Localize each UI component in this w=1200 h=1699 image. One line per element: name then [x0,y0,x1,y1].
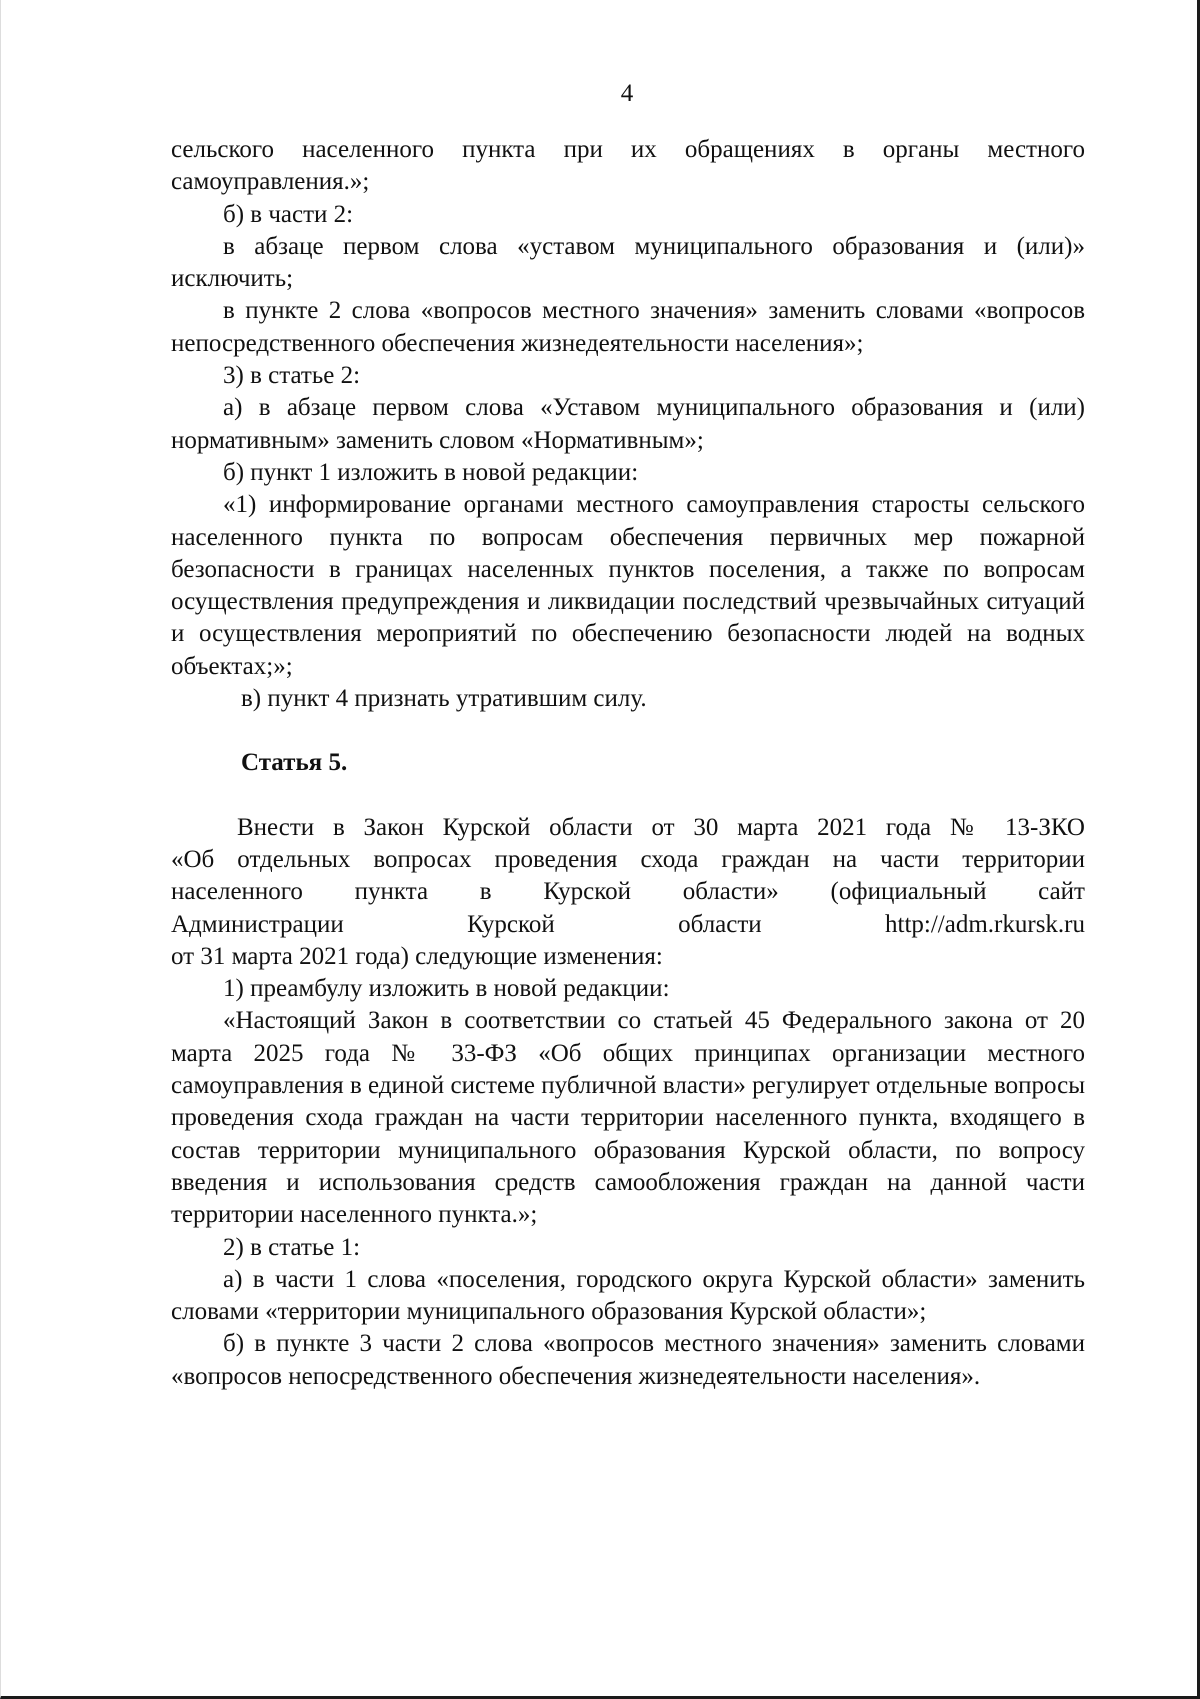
paragraph: 3) в статье 2: [223,362,361,390]
page-number: 4 [620,80,634,107]
article-intro-line: от 31 марта 2021 года) следующие изменения: [171,942,663,970]
paragraph: «1) информирование органами местного самоуправления старосты сельского населенного пункта по вопросам обеспечения первичных мер пожарной безопасности в границах населенных пунктов поселения, а также по вопросам осуществления предупреждения и ликвидации последствий чрезвычайных ситуаций и осуществления мероприятий по обеспечению безопасности людей на водных объектах;»; [171,491,1085,680]
article-intro-line: «Об отдельных вопросах проведения схода граждан на части территории [171,845,1085,873]
article-intro-line: Внести в Закон Курской области от 30 марта 2021 года № 13-ЗКО [237,813,1085,841]
paragraph: 2) в статье 1: [223,1233,361,1261]
paragraph: а) в части 1 слова «поселения, городского округа Курской области» заменить словами «территории муниципального образования Курской области»; [171,1265,1085,1326]
article-intro-line: Администрации Курской области http://adm.rkursk.ru [171,910,1085,938]
paragraph: сельского населенного пункта при их обращениях в органы местного самоуправления.»; [171,136,1085,196]
paragraph: а) в абзаце первом слова «Уставом муниципального образования и (или) нормативным» заменить словом «Нормативным»; [171,394,1085,454]
paragraph: 1) преамбулу изложить в новой редакции: [223,975,670,1003]
paragraph: «Настоящий Закон в соответствии со статьей 45 Федерального закона от 20 марта 2025 года № 33-ФЗ «Об общих принципах организации местного самоуправления в единой системе публичной власти» регулирует отдельные вопросы проведения схода граждан на части территории населенного пункта, входящего в состав территории муниципального образования Курской области, по вопросу введения и использования средств самообложения граждан на данной части территории населенного пункта.»; [171,1007,1085,1229]
paragraph: б) в части 2: [223,200,354,228]
paragraph: в абзаце первом слова «уставом муниципального образования и (или)» исключить; [171,232,1085,293]
paragraph: б) пункт 1 изложить в новой редакции: [223,458,639,486]
paragraph: в) пункт 4 признать утратившим силу. [241,685,647,713]
article-heading: Статья 5. [241,749,348,777]
article-intro-line: населенного пункта в Курской области» (официальный сайт [171,878,1085,906]
paragraph: б) в пункте 3 части 2 слова «вопросов местного значения» заменить словами «вопросов непосредственного обеспечения жизнедеятельности населения». [171,1330,1085,1390]
document-body [171,134,1085,1393]
paragraph: в пункте 2 слова «вопросов местного значения» заменить словами «вопросов непосредственного обеспечения жизнедеятельности населения»; [171,297,1085,357]
